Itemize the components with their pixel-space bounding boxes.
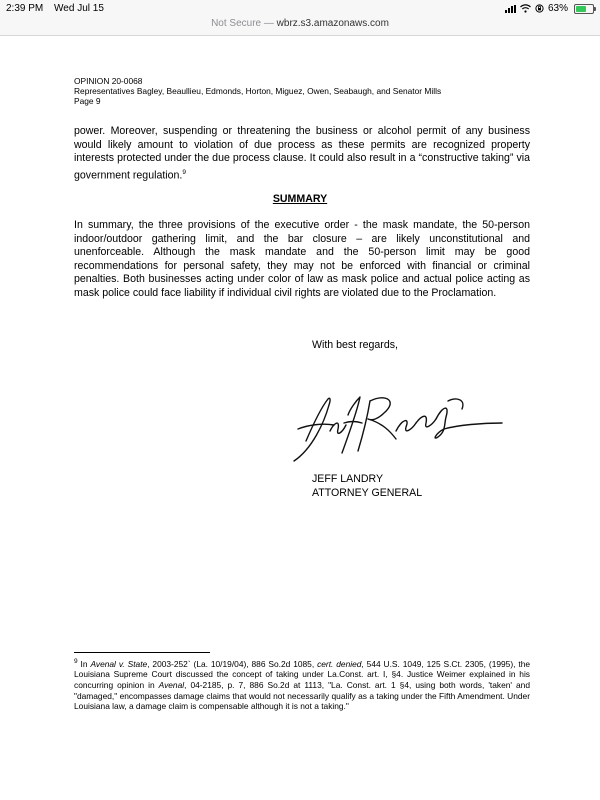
lock-rotation-icon (535, 4, 544, 13)
opinion-number: OPINION 20-0068 (74, 76, 143, 86)
signature-block (312, 472, 422, 500)
paragraph-due-process (74, 125, 530, 183)
summary-heading: SUMMARY (272, 193, 328, 205)
document-page (0, 36, 600, 800)
footnote-text: , 2003-252` (La. 10/19/04), 886 So.2d 1085, (147, 658, 318, 669)
page-number: Page 9 (74, 96, 101, 106)
security-label: Not Secure (211, 18, 262, 29)
address-bar[interactable] (0, 17, 600, 36)
url-domain: wbrz.s3.amazonaws.com (276, 18, 389, 29)
date: Wed Jul 15 (54, 3, 104, 14)
battery-percent: 63% (547, 3, 568, 14)
clock: 2:39 PM (6, 3, 44, 14)
footnote-ref[interactable]: 9 (182, 168, 186, 176)
recipients: Representatives Bagley, Beaullieu, Edmonds, Horton, Miguez, Owen, Seabaugh, and Senator Mills (74, 86, 442, 96)
footnote-divider (74, 652, 210, 653)
case-citation: Avenal (158, 679, 185, 690)
cert-denied: cert. denied (317, 658, 362, 669)
signer-name: JEFF LANDRY (312, 473, 384, 485)
signature-image (286, 379, 506, 474)
status-bar (0, 0, 600, 17)
footnote-text: , 04-2185, p. 7, 886 So.2d at 1113, "La. Const. art. 1 §4, using both words, 'taken' and "damaged," encompasses damage claims that would not necessarily qualify as a taking under the Fifth Amendment. Under Louisiana law, a damage claim is compensable although it is not a taking." (74, 679, 530, 712)
footnote-text: In (77, 658, 91, 669)
address-separator: — (261, 18, 277, 29)
closing: With best regards, (312, 339, 398, 351)
summary-paragraph: In summary, the three provisions of the executive order - the mask mandate, the 50-person indoor/outdoor gathering limit, and the bar closure – are likely unconstitutional and unenforceable. Although the mask mandate and the 50-person limit may be good recommendations for personal safety, they may not be enforced with financial or criminal penalties. Both businesses acting under color of law as mask police and actual police acting as mask police could face liability if individual civil rights are violated due to the Proclamation. (74, 219, 530, 299)
case-citation: Avenal v. State (90, 658, 148, 669)
page-header (74, 76, 441, 106)
footnote-marker: 9 (74, 658, 78, 665)
footnote-text: , 544 U.S. 1049, 125 S.Ct. 2305, (1995), the Louisiana Supreme Court discussed the concept of taking under La.Const. art. I, §4. Justice Weimer explained in his concurring opinion in (74, 658, 531, 690)
wifi-icon (520, 4, 531, 13)
paragraph-text: power. Moreover, suspending or threatening the business or alcohol permit of any business would likely amount to violation of due process as these permits are recognized property interests protected under the due process clause. It could also result in a “constructive taking” via government regulation. (74, 125, 530, 182)
footnote-9 (74, 657, 530, 712)
signal-icon (505, 5, 516, 13)
signer-title: ATTORNEY GENERAL (312, 487, 423, 499)
battery-icon (574, 4, 594, 14)
